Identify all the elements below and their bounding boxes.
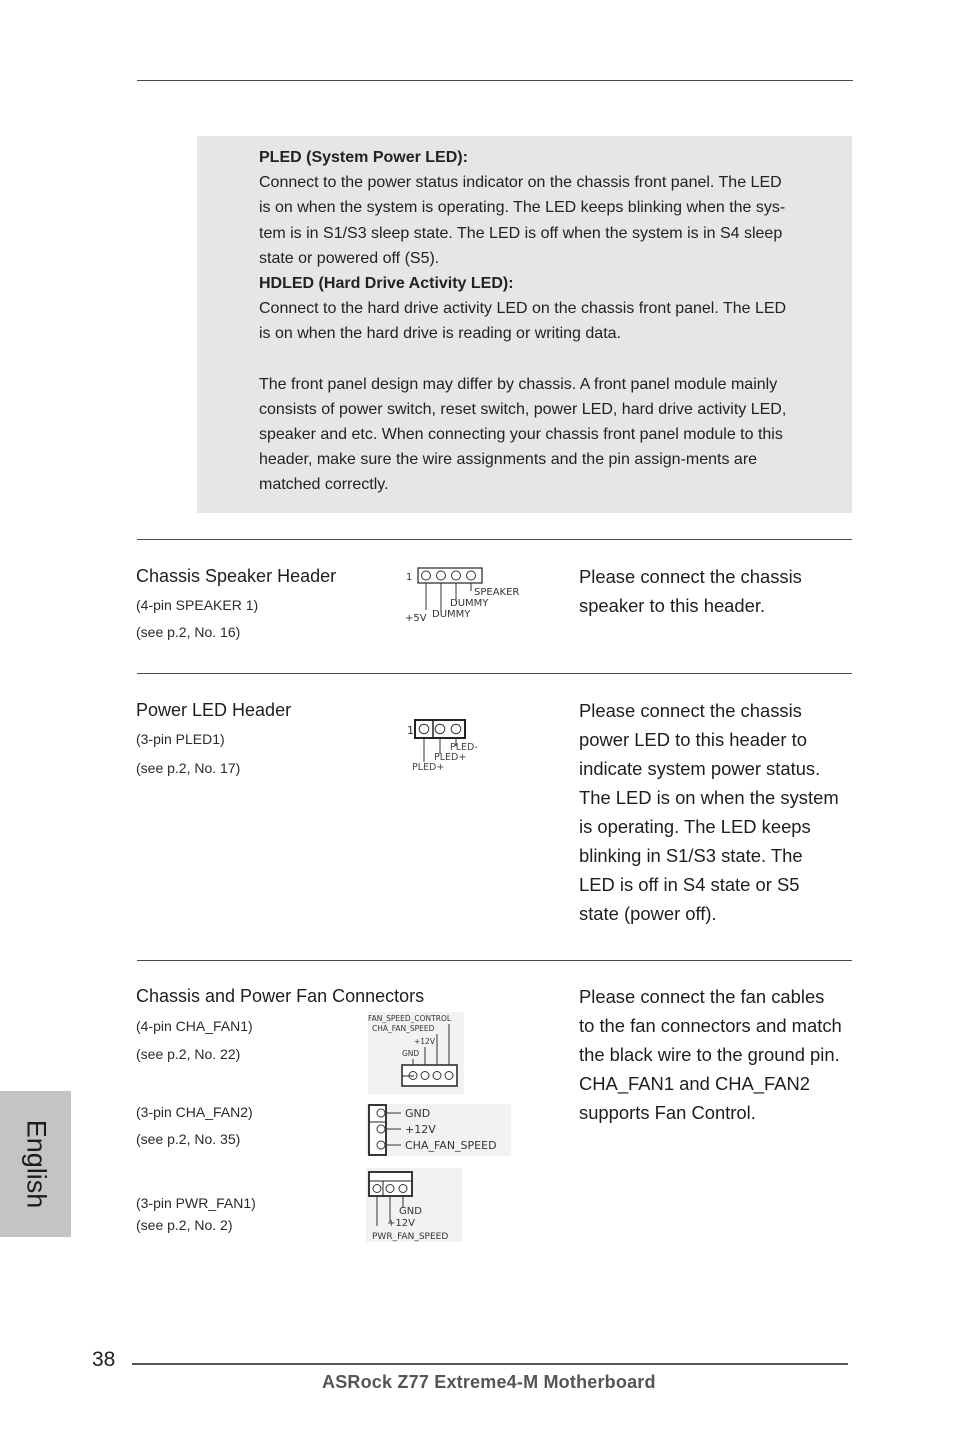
cha-fan2-ref: (see p.2, No. 35) bbox=[136, 1131, 241, 1147]
page-number: 38 bbox=[92, 1348, 116, 1371]
section-divider bbox=[137, 960, 852, 961]
power-led-title: Power LED Header bbox=[136, 700, 292, 720]
gnd-label: GND bbox=[399, 1206, 422, 1217]
note-line: speaker and etc. When connecting your chassis front panel module to this bbox=[259, 426, 783, 444]
gnd-label: GND bbox=[402, 1049, 420, 1058]
plus12v-label: +12V bbox=[414, 1037, 435, 1046]
cha-fan2-pin-count: (3-pin CHA_FAN2) bbox=[136, 1104, 253, 1120]
description-line: supports Fan Control. bbox=[579, 1102, 756, 1123]
description-line: speaker to this header. bbox=[579, 595, 766, 616]
pwr-fan1-ref: (see p.2, No. 2) bbox=[136, 1217, 233, 1233]
note-line: header, make sure the wire assignments and the pin assign-ments are bbox=[259, 451, 758, 469]
cha-fan1-pin-count: (4-pin CHA_FAN1) bbox=[136, 1018, 253, 1034]
description-line: is operating. The LED keeps bbox=[579, 816, 811, 837]
dummy-pin-label: DUMMY bbox=[432, 609, 471, 620]
fan-description bbox=[579, 982, 854, 1127]
description-line: to the fan connectors and match bbox=[579, 1015, 842, 1036]
plus5v-pin-label: +5V bbox=[405, 613, 427, 624]
section-divider bbox=[137, 673, 852, 674]
section-divider bbox=[137, 539, 852, 540]
speaker-ref: (see p.2, No. 16) bbox=[136, 624, 241, 640]
hdled-line: is on when the hard drive is reading or writing data. bbox=[259, 325, 621, 343]
description-line: power LED to this header to bbox=[579, 729, 807, 750]
note-line: The front panel design may differ by chassis. A front panel module mainly bbox=[259, 375, 778, 393]
pin1-label: 1 bbox=[407, 724, 414, 737]
pled-line: Connect to the power status indicator on the chassis front panel. The LED bbox=[259, 174, 782, 192]
cha-fan1-diagram bbox=[366, 1012, 466, 1094]
pin1-label: 1 bbox=[406, 572, 413, 583]
dummy-pin-label: DUMMY bbox=[450, 598, 489, 609]
pled-plus-label: PLED+ bbox=[434, 752, 467, 763]
fan-speed-control-label: FAN_SPEED_CONTROL bbox=[368, 1014, 452, 1023]
pled-line: tem is in S1/S3 sleep state. The LED is off when the system is in S4 sleep bbox=[259, 224, 783, 242]
description-line: Please connect the fan cables bbox=[579, 986, 825, 1007]
pled-line: is on when the system is operating. The LED keeps blinking when the sys- bbox=[259, 199, 786, 217]
power-led-ref: (see p.2, No. 17) bbox=[136, 760, 241, 776]
cha-fan-speed-label: CHA_FAN_SPEED bbox=[405, 1139, 497, 1152]
hdled-heading: HDLED (Hard Drive Activity LED): bbox=[259, 275, 514, 293]
pwr-fan1-pin-count: (3-pin PWR_FAN1) bbox=[136, 1195, 256, 1211]
info-box-text bbox=[259, 145, 829, 498]
description-line: state (power off). bbox=[579, 903, 717, 924]
footer-title: ASRock Z77 Extreme4-M Motherboard bbox=[322, 1372, 656, 1392]
description-line: Please connect the chassis bbox=[579, 700, 802, 721]
description-line: blinking in S1/S3 state. The bbox=[579, 845, 803, 866]
pled-heading: PLED (System Power LED): bbox=[259, 149, 468, 166]
fan-connectors-title: Chassis and Power Fan Connectors bbox=[136, 986, 425, 1006]
description-line: the black wire to the ground pin. bbox=[579, 1044, 840, 1065]
description-line: The LED is on when the system bbox=[579, 787, 839, 808]
speaker-title: Chassis Speaker Header bbox=[136, 566, 337, 586]
pled-line: state or powered off (S5). bbox=[259, 249, 440, 267]
power-led-description bbox=[579, 696, 854, 928]
cha-fan2-diagram bbox=[366, 1102, 516, 1158]
pled-minus-label: PLED- bbox=[450, 742, 478, 753]
speaker-description bbox=[579, 562, 854, 620]
pled-plus-label: PLED+ bbox=[412, 762, 445, 773]
top-rule bbox=[137, 80, 853, 81]
plus12v-label: +12V bbox=[405, 1123, 436, 1136]
power-led-pin-count: (3-pin PLED1) bbox=[136, 731, 225, 747]
speaker-header-diagram bbox=[404, 564, 534, 624]
language-side-tab bbox=[0, 1091, 71, 1237]
pwr-fan-speed-label: PWR_FAN_SPEED bbox=[372, 1232, 449, 1242]
note-line: matched correctly. bbox=[259, 476, 389, 494]
power-led-header-diagram bbox=[406, 716, 496, 774]
cha-fan-speed-label: CHA_FAN_SPEED bbox=[372, 1024, 435, 1033]
gnd-label: GND bbox=[405, 1107, 431, 1120]
description-line: CHA_FAN1 and CHA_FAN2 bbox=[579, 1073, 811, 1094]
language-label: English bbox=[21, 1119, 52, 1209]
description-line: LED is off in S4 state or S5 bbox=[579, 874, 800, 895]
plus12v-label: +12V bbox=[387, 1218, 415, 1229]
speaker-pin-count: (4-pin SPEAKER 1) bbox=[136, 597, 259, 613]
speaker-pin-label: SPEAKER bbox=[474, 587, 520, 598]
cha-fan1-ref: (see p.2, No. 22) bbox=[136, 1046, 241, 1062]
footer-rule bbox=[132, 1363, 848, 1365]
pwr-fan1-diagram bbox=[366, 1168, 466, 1242]
description-line: indicate system power status. bbox=[579, 758, 821, 779]
note-line: consists of power switch, reset switch, power LED, hard drive activity LED, bbox=[259, 400, 787, 418]
description-line: Please connect the chassis bbox=[579, 566, 802, 587]
hdled-line: Connect to the hard drive activity LED on the chassis front panel. The LED bbox=[259, 300, 787, 318]
